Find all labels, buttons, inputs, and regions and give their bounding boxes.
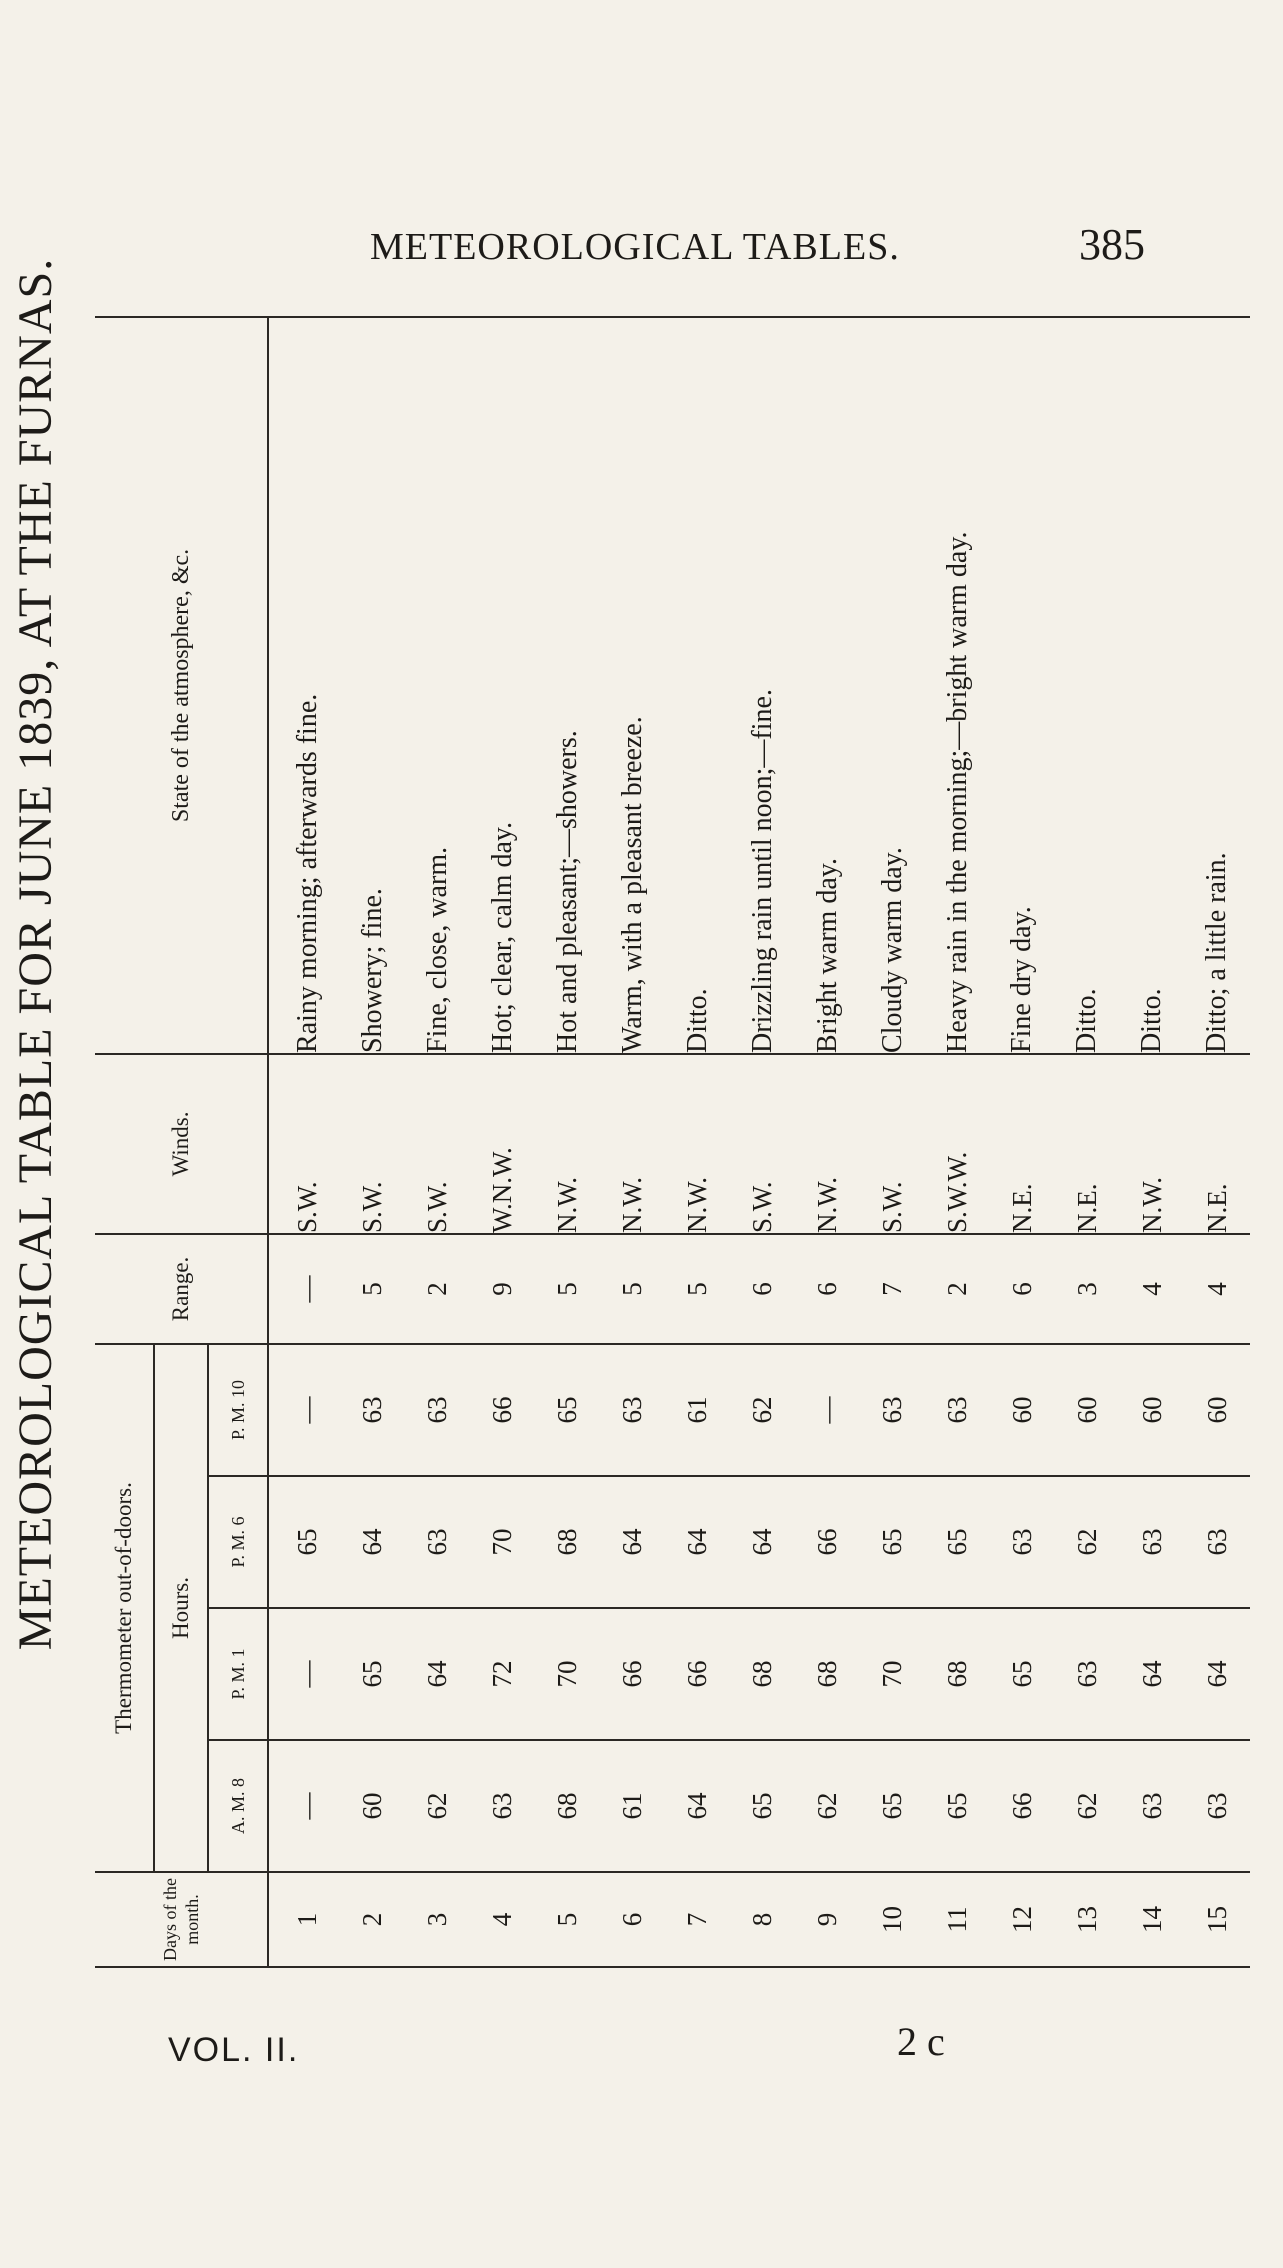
cell-day: 14 xyxy=(1120,1872,1185,1967)
cell-day: 1 xyxy=(268,1872,340,1967)
cell-pm1: 70 xyxy=(535,1608,600,1740)
cell-day: 2 xyxy=(340,1872,405,1967)
cell-range: 6 xyxy=(795,1234,860,1344)
header-winds: Winds. xyxy=(95,1054,268,1234)
cell-range: 6 xyxy=(730,1234,795,1344)
cell-pm6: 64 xyxy=(730,1476,795,1608)
cell-state: Fine dry day. xyxy=(990,317,1055,1054)
cell-state: Ditto. xyxy=(1055,317,1120,1054)
cell-am8: 68 xyxy=(535,1740,600,1872)
cell-wind: N.W. xyxy=(600,1054,665,1234)
cell-state: Drizzling rain until noon;—fine. xyxy=(730,317,795,1054)
side-title-text: METEOROLOGICAL TABLE FOR JUNE 1839, AT THE FURNAS. xyxy=(8,257,62,1651)
cell-am8: 65 xyxy=(860,1740,925,1872)
cell-pm6: 70 xyxy=(470,1476,535,1608)
cell-pm10: 66 xyxy=(470,1344,535,1476)
side-running-title xyxy=(0,0,70,2268)
cell-state: Showery; fine. xyxy=(340,317,405,1054)
table-row xyxy=(795,317,860,1967)
header-pm1: P. M. 1 xyxy=(208,1608,268,1740)
cell-pm10: 62 xyxy=(730,1344,795,1476)
table-row xyxy=(665,317,730,1967)
rotated-table-container xyxy=(95,318,1250,1968)
cell-pm10: 63 xyxy=(860,1344,925,1476)
cell-wind: N.W. xyxy=(665,1054,730,1234)
cell-state: Fine, close, warm. xyxy=(405,317,470,1054)
cell-pm6: 64 xyxy=(665,1476,730,1608)
cell-wind: S.W. xyxy=(860,1054,925,1234)
cell-state: Bright warm day. xyxy=(795,317,860,1054)
table-row xyxy=(1055,317,1120,1967)
cell-state: Ditto. xyxy=(665,317,730,1054)
table-row xyxy=(990,317,1055,1967)
cell-am8: 62 xyxy=(1055,1740,1120,1872)
cell-range: 3 xyxy=(1055,1234,1120,1344)
cell-wind: N.W. xyxy=(795,1054,860,1234)
cell-pm10: 65 xyxy=(535,1344,600,1476)
cell-range: 5 xyxy=(665,1234,730,1344)
cell-day: 6 xyxy=(600,1872,665,1967)
meteorological-table xyxy=(95,316,1250,1968)
cell-am8: 63 xyxy=(1185,1740,1250,1872)
cell-day: 3 xyxy=(405,1872,470,1967)
cell-pm6: 65 xyxy=(925,1476,990,1608)
cell-pm6: 63 xyxy=(1120,1476,1185,1608)
cell-wind: N.W. xyxy=(535,1054,600,1234)
cell-state: Ditto. xyxy=(1120,317,1185,1054)
cell-range: 5 xyxy=(535,1234,600,1344)
cell-pm6: 64 xyxy=(600,1476,665,1608)
cell-pm1: 64 xyxy=(1185,1608,1250,1740)
running-head xyxy=(240,220,1240,285)
table-row xyxy=(405,317,470,1967)
cell-wind: N.W. xyxy=(1120,1054,1185,1234)
cell-am8: 61 xyxy=(600,1740,665,1872)
cell-pm1: 72 xyxy=(470,1608,535,1740)
cell-pm10: 63 xyxy=(600,1344,665,1476)
cell-pm1: 66 xyxy=(665,1608,730,1740)
cell-pm1: 70 xyxy=(860,1608,925,1740)
cell-range: 4 xyxy=(1185,1234,1250,1344)
cell-state: Hot and pleasant;—showers. xyxy=(535,317,600,1054)
cell-pm6: 66 xyxy=(795,1476,860,1608)
table-row xyxy=(1185,317,1250,1967)
cell-pm10: 63 xyxy=(925,1344,990,1476)
cell-range: 9 xyxy=(470,1234,535,1344)
header-pm10: P. M. 10 xyxy=(208,1344,268,1476)
cell-pm10: — xyxy=(268,1344,340,1476)
cell-day: 11 xyxy=(925,1872,990,1967)
cell-am8: 64 xyxy=(665,1740,730,1872)
cell-wind: S.W. xyxy=(268,1054,340,1234)
table-row xyxy=(470,317,535,1967)
cell-pm1: 65 xyxy=(990,1608,1055,1740)
cell-day: 12 xyxy=(990,1872,1055,1967)
cell-pm6: 63 xyxy=(1185,1476,1250,1608)
cell-pm10: 63 xyxy=(340,1344,405,1476)
cell-am8: 65 xyxy=(730,1740,795,1872)
page-title: METEOROLOGICAL TABLES. xyxy=(370,226,900,268)
cell-range: 5 xyxy=(340,1234,405,1344)
header-pm6: P. M. 6 xyxy=(208,1476,268,1608)
cell-pm1: 68 xyxy=(730,1608,795,1740)
cell-pm6: 64 xyxy=(340,1476,405,1608)
cell-pm10: — xyxy=(795,1344,860,1476)
cell-am8: — xyxy=(268,1740,340,1872)
cell-pm10: 63 xyxy=(405,1344,470,1476)
cell-range: 2 xyxy=(405,1234,470,1344)
cell-pm1: 64 xyxy=(405,1608,470,1740)
cell-pm6: 63 xyxy=(990,1476,1055,1608)
cell-range: 4 xyxy=(1120,1234,1185,1344)
cell-pm1: 63 xyxy=(1055,1608,1120,1740)
header-hours: Hours. xyxy=(154,1344,208,1872)
cell-pm6: 65 xyxy=(268,1476,340,1608)
cell-pm1: 64 xyxy=(1120,1608,1185,1740)
cell-day: 7 xyxy=(665,1872,730,1967)
header-am8: A. M. 8 xyxy=(208,1740,268,1872)
table-row xyxy=(1120,317,1185,1967)
cell-pm6: 68 xyxy=(535,1476,600,1608)
cell-pm1: 68 xyxy=(795,1608,860,1740)
cell-day: 10 xyxy=(860,1872,925,1967)
cell-pm1: 68 xyxy=(925,1608,990,1740)
cell-state: Rainy morning; afterwards fine. xyxy=(268,317,340,1054)
table-row xyxy=(730,317,795,1967)
table-body xyxy=(268,317,1250,1967)
cell-pm6: 65 xyxy=(860,1476,925,1608)
header-thermometer: Thermometer out-of-doors. xyxy=(95,1344,154,1872)
cell-day: 13 xyxy=(1055,1872,1120,1967)
table-row xyxy=(600,317,665,1967)
cell-wind: S.W. xyxy=(340,1054,405,1234)
cell-wind: W.N.W. xyxy=(470,1054,535,1234)
header-range: Range. xyxy=(95,1234,268,1344)
cell-state: Cloudy warm day. xyxy=(860,317,925,1054)
cell-am8: 66 xyxy=(990,1740,1055,1872)
header-state: State of the atmosphere, &c. xyxy=(95,317,268,1054)
cell-pm10: 61 xyxy=(665,1344,730,1476)
cell-state: Hot; clear, calm day. xyxy=(470,317,535,1054)
cell-am8: 63 xyxy=(1120,1740,1185,1872)
cell-range: 5 xyxy=(600,1234,665,1344)
cell-am8: 63 xyxy=(470,1740,535,1872)
cell-pm10: 60 xyxy=(1185,1344,1250,1476)
cell-wind: N.E. xyxy=(1055,1054,1120,1234)
table-row xyxy=(535,317,600,1967)
cell-wind: N.E. xyxy=(1185,1054,1250,1234)
cell-day: 9 xyxy=(795,1872,860,1967)
cell-state: Heavy rain in the morning;—bright warm day. xyxy=(925,317,990,1054)
signature-mark: 2 c xyxy=(897,2019,945,2064)
cell-range: 2 xyxy=(925,1234,990,1344)
table-row xyxy=(340,317,405,1967)
cell-day: 8 xyxy=(730,1872,795,1967)
cell-pm6: 62 xyxy=(1055,1476,1120,1608)
table-row xyxy=(268,317,340,1967)
cell-range: — xyxy=(268,1234,340,1344)
cell-wind: N.E. xyxy=(990,1054,1055,1234)
cell-wind: S.W. xyxy=(730,1054,795,1234)
table-row xyxy=(860,317,925,1967)
cell-am8: 62 xyxy=(795,1740,860,1872)
header-days: Days of the month. xyxy=(95,1872,268,1967)
table-row xyxy=(925,317,990,1967)
cell-pm10: 60 xyxy=(990,1344,1055,1476)
cell-day: 5 xyxy=(535,1872,600,1967)
volume-label: VOL. II. xyxy=(168,2031,300,2069)
cell-am8: 60 xyxy=(340,1740,405,1872)
cell-pm1: 65 xyxy=(340,1608,405,1740)
cell-am8: 62 xyxy=(405,1740,470,1872)
cell-range: 6 xyxy=(990,1234,1055,1344)
cell-range: 7 xyxy=(860,1234,925,1344)
cell-wind: S.W.W. xyxy=(925,1054,990,1234)
cell-pm1: — xyxy=(268,1608,340,1740)
page-number: 385 xyxy=(1079,220,1145,269)
cell-wind: S.W. xyxy=(405,1054,470,1234)
cell-day: 15 xyxy=(1185,1872,1250,1967)
cell-day: 4 xyxy=(470,1872,535,1967)
cell-am8: 65 xyxy=(925,1740,990,1872)
cell-pm10: 60 xyxy=(1055,1344,1120,1476)
cell-state: Warm, with a pleasant breeze. xyxy=(600,317,665,1054)
cell-state: Ditto; a little rain. xyxy=(1185,317,1250,1054)
cell-pm10: 60 xyxy=(1120,1344,1185,1476)
cell-pm1: 66 xyxy=(600,1608,665,1740)
cell-pm6: 63 xyxy=(405,1476,470,1608)
